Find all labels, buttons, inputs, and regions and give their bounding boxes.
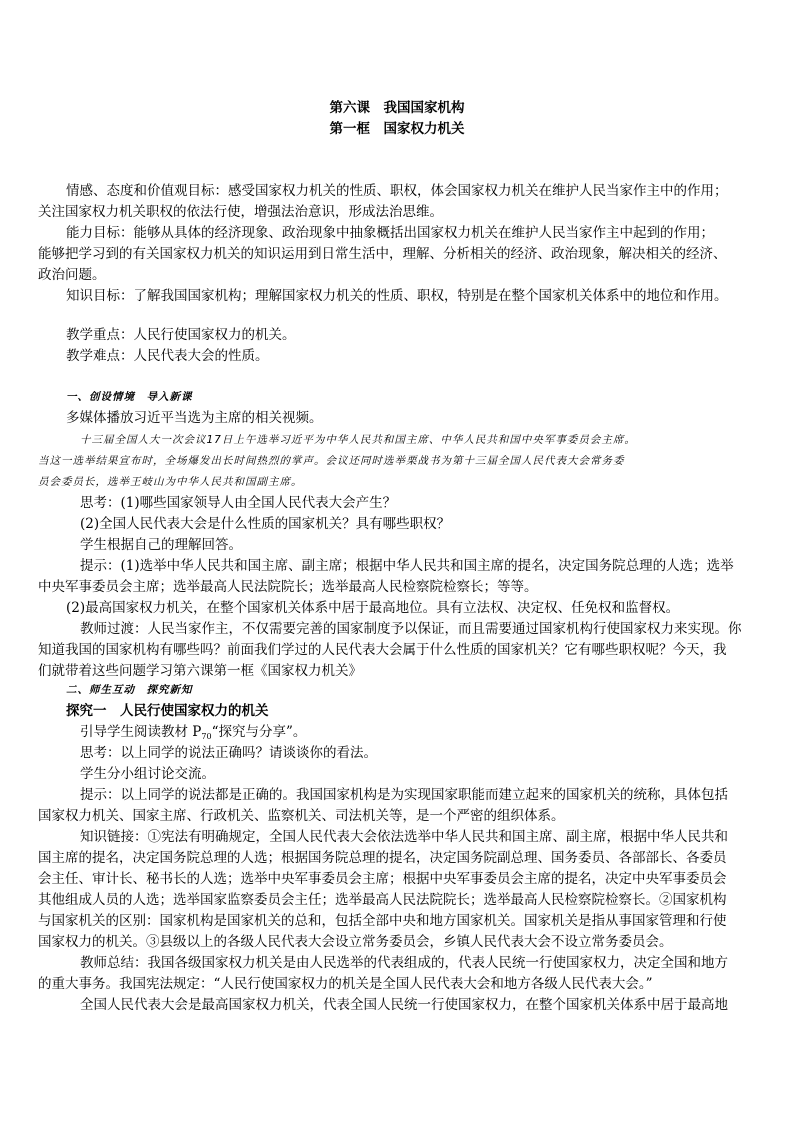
knowledge-link-cont: 国家权力的机关。③县级以上的各级人民代表大会设立常务委员会，乡镇人民代表大会不设立常务委员会。 — [38, 934, 673, 950]
news-material-line: 当这一选举结果宣布时，全场爆发出长时间热烈的掌声。会议还同时选举栗战书为第十三届全国人民代表大会常务委 — [38, 455, 625, 467]
key-point: 教学重点：人民行使国家权力的机关。 — [66, 327, 296, 343]
knowledge-link-cont: 国主席的提名，决定国务院总理的人选；根据国务院总理的提名，决定国务院副总理、国务委员、各部部长、各委员 — [38, 850, 727, 866]
frame-title: 第一框 国家权力机关 — [329, 121, 465, 137]
teacher-transition-cont: 知道我国的国家机构有哪些吗？前面我们学过的人民代表大会属于什么性质的国家机关？它有哪些职权呢？今天，我 — [38, 642, 727, 658]
student-answer-note: 学生根据自己的理解回答。 — [80, 537, 242, 553]
news-material-line: 员会委员长，选举王岐山为中华人民共和国副主席。 — [38, 476, 303, 488]
section1-intro: 多媒体播放习近平当选为主席的相关视频。 — [66, 410, 323, 426]
difficult-point: 教学难点：人民代表大会的性质。 — [66, 348, 269, 364]
objective-ability-cont: 能够把学习到的有关国家权力机关的知识运用到日常生活中，理解、分析相关的经济、政治现象，解决相关的经济、 — [38, 246, 727, 262]
think-question: 思考：以上同学的说法正确吗？请谈谈你的看法。 — [80, 745, 377, 761]
objective-knowledge: 知识目标：了解我国国家机构；理解国家权力机关的性质、职权，特别是在整个国家机关体系中的地位和作用。 — [66, 288, 728, 304]
question-2: (2)全国人民代表大会是什么性质的国家机关？具有哪些职权？ — [80, 516, 451, 532]
hint-2: (2)最高国家权力机关，在整个国家机关体系中居于最高地位。具有立法权、决定权、任免权和监督权。 — [66, 600, 680, 616]
knowledge-link-cont: 与国家机关的区别：国家机构是国家机关的总和，包括全部中央和地方国家机关。国家机关是指从事国家管理和行使 — [38, 913, 727, 929]
teacher-summary: 教师总结：我国各级国家权力机关是由人民选举的代表组成的，代表人民统一行使国家权力，决定全国和地方 — [80, 955, 728, 971]
hint-text-cont: 国家权力机关、国家主席、行政机关、监察机关、司法机关等，是一个严密的组织体系。 — [38, 808, 565, 824]
teacher-summary-cont: 的重大事务。我国宪法规定：“人民行使国家权力的机关是全国人民代表大会和地方各级人民代表大会。” — [38, 976, 653, 992]
lesson-title: 第六课 我国国家机构 — [329, 100, 465, 116]
reading-guide-suffix: “探究与分享”。 — [211, 724, 307, 740]
knowledge-link: 知识链接：①宪法有明确规定，全国人民代表大会依法选举中华人民共和国主席、副主席，根据中华人民共和 — [80, 829, 728, 845]
hint-1-cont: 中央军事委员会主席；选举最高人民法院院长；选举最高人民检察院检察长；等等。 — [38, 579, 538, 595]
knowledge-link-cont: 其他组成人员的人选；选举国家监察委员会主任；选举最高人民法院院长；选举最高人民检察院检察长。②国家机构 — [38, 892, 727, 908]
objective-ability: 能力目标：能够从具体的经济现象、政治现象中抽象概括出国家权力机关在维护人民当家作主中起到的作用； — [66, 225, 714, 241]
group-discussion: 学生分小组讨论交流。 — [80, 766, 215, 782]
objective-emotion: 情感、态度和价值观目标：感受国家权力机关的性质、职权，体会国家权力机关在维护人民当家作主中的作用； — [66, 183, 728, 199]
hint-1: 提示：(1)选举中华人民共和国主席、副主席；根据中华人民共和国主席的提名，决定国务院总理的人选；选举 — [80, 558, 734, 574]
hint-text: 提示：以上同学的说法都是正确的。我国国家机构是为实现国家职能而建立起来的国家机关的统称，具体包括 — [80, 787, 728, 803]
section1-heading: 一、创设情境 导入新课 — [66, 391, 193, 403]
objective-emotion-cont: 关注国家权力机关职权的依法行使，增强法治意识，形成法治思维。 — [38, 204, 443, 220]
npc-description: 全国人民代表大会是最高国家权力机关，代表全国人民统一行使国家权力，在整个国家机关体系中居于最高地 — [80, 997, 728, 1013]
section2-heading: 二、师生互动 探究新知 — [66, 684, 193, 696]
knowledge-link-cont: 会主任、审计长、秘书长的人选；选举中央军事委员会主席；根据中央军事委员会主席的提名，决定中央军事委员会 — [38, 871, 727, 887]
explore-title: 探究一 人民行使国家权力的机关 — [66, 703, 269, 719]
teacher-transition: 教师过渡：人民当家作主，不仅需要完善的国家制度予以保证，而且需要通过国家机构行使国家权力来实现。你 — [80, 621, 742, 637]
reading-guide-prefix: 引导学生阅读教材 P — [80, 724, 202, 740]
reading-guide — [80, 723, 306, 746]
textbook-page-number: 70 — [201, 732, 212, 741]
teacher-transition-cont2: 们就带着这些问题学习第六课第一框《国家权力机关》 — [38, 663, 362, 679]
question-1: 思考：(1)哪些国家领导人由全国人民代表大会产生？ — [80, 495, 397, 511]
news-material-line: 十三届全国人大一次会议17日上午选举习近平为中华人民共和国主席、中华人民共和国中央军事委员会主席。 — [80, 434, 636, 446]
objective-ability-cont2: 政治问题。 — [38, 267, 106, 283]
